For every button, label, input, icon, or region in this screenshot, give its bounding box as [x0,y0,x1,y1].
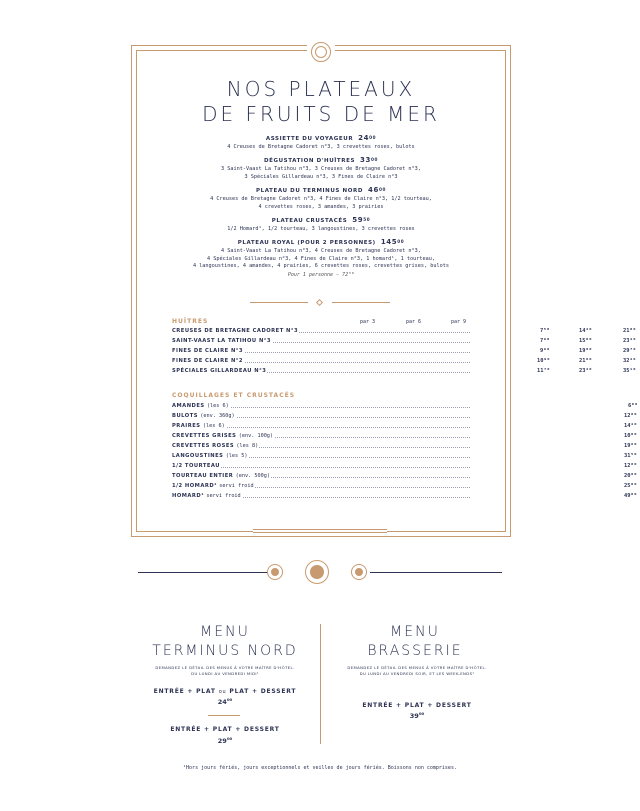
oyster-row: FINES DE CLAIRE N°2 10⁹⁰ 21⁸⁰ 32⁴⁰ [172,358,636,364]
shellfish-row: PRAIRES (les 6) 14⁴⁰ [172,423,637,429]
offer-plateau-crustaces: PLATEAU CRUSTACÉS $59^{50}$ 1/2 Homard¹, 1/2 tourteau, 3 langoustines, 3 crevettes roses [227,216,415,232]
shellfish-row: TOURTEAU ENTIER (env. 500g) 20⁰⁰ [172,473,637,479]
shellfish-row: CREVETTES ROSES (les 8) 19⁶⁰ [172,443,637,449]
divider-ornament-icon [265,560,375,584]
oyster-row: SAINT-VAAST LA TATIHOU N°3 7⁹⁰ 15⁸⁰ 23⁴⁰ [172,338,636,344]
shellfish-row: 1/2 TOURTEAU 12⁰⁰ [172,463,637,469]
page-title-line2: DE FRUITS DE MER [202,102,440,126]
oyster-row: SPÉCIALES GILLARDEAU N°3 11⁷⁰ 23⁴⁰ 35¹⁰ [172,368,636,374]
footnote: ¹Hors jours fériés, jours exceptionnels et veilles de jours fériés. Boissons non comprises. [183,765,457,771]
shellfish-row: 1/2 HOMARD¹ servi froid 25⁰⁰ [172,483,637,489]
col-head-par9: par 9 [451,319,467,325]
menu-right-note: DEMANDEZ LE DÉTAIL DES MENUS À VOTRE MAÎTRE D'HÔTEL. DU LUNDI AU VENDREDI SOIR, ET LES WEEK-ENDS¹ [347,665,487,676]
offer-degustation: DÉGUSTATION D'HUÎTRES $33^{00}$ 3 Saint-Vaast La Tatihou n°3, 3 Creuses de Bretagne Cadoret n°3, 3 Spéciales Gillardeau n°3, 3 Fines de Claire n°3 [221,156,421,180]
oysters-heading: HUÎTRES [172,318,209,325]
offer-plateau-royal: PLATEAU ROYAL (POUR 2 PERSONNES) $145^{00}$ 4 Saint-Vaast La Tatihou n°3, 4 Creuses de Bretagne Cadoret n°3, 4 Spéciales Gillardeau n°3, 4 Fines de Claire n°3, 1 homard¹, 1 tourteau, 4 langoustines, 4 amandes, 4 prairies, 6 crevettes roses, crevettes grises, bulots Pour 1 personne – 72⁵⁰ [140,238,502,280]
shellfish-row: AMANDES (les 6) 6⁰⁰ [172,403,638,409]
menu-left-title1: MENU [200,624,250,640]
menu-right-formula1: ENTRÉE + PLAT + DESSERT [362,702,472,709]
offer-royal-note: Pour 1 personne – 72⁵⁰ [287,271,355,278]
menu-left-price2: $29^{00}$ [217,736,233,745]
menu-left-price1: $24^{00}$ [217,697,233,706]
shellfish-row: LANGOUSTINES (les 5) 31⁵⁰ [172,453,637,459]
page-title-line1: NOS PLATEAUX [226,77,416,101]
col-head-par6: par 6 [406,319,422,325]
section-divider [250,300,390,306]
frame-bottom-ornament [253,528,387,534]
oyster-row: FINES DE CLAIRE N°3 9⁹⁰ 19⁸⁰ 29⁷⁰ [172,348,636,354]
diamond-icon [316,299,323,306]
shellfish-row: HOMARD¹ servi froid 49⁰⁰ [172,493,637,499]
offer-plateau-terminus: PLATEAU DU TERMINUS NORD $46^{00}$ 4 Creuses de Bretagne Cadoret n°3, 4 Fines de Claire n°3, 1/2 tourteau, 4 crevettes roses, 3 amandes, 3 prairies [210,186,432,210]
top-emblem-icon [307,42,335,62]
offer-assiette: ASSIETTE DU VOYAGEUR $24^{00}$ 4 Creuses de Bretagne Cadoret n°3, 3 crevettes roses, bulots [227,134,415,150]
menu-vertical-divider [320,624,321,744]
menu-right-title2: BRASSERIE [367,643,463,659]
shellfish-heading: COQUILLAGES ET CRUSTACÉS [172,392,296,399]
menu-left-rule [208,715,240,716]
col-head-par3: par 3 [360,319,376,325]
menu-left-title2: TERMINUS NORD [152,643,298,659]
menu-left-formula1: ENTRÉE + PLAT ou PLAT + DESSERT [153,688,297,695]
menu-left-note: DEMANDEZ LE DÉTAIL DES MENUS À VOTRE MAÎTRE D'HÔTEL. DU LUNDI AU VENDREDI MIDI¹ [155,665,295,676]
divider-line-left [138,572,270,573]
menu-right-title1: MENU [390,624,440,640]
oyster-row: CREUSES DE BRETAGNE CADORET N°3 7⁵⁰ 14⁴⁰ 21⁰⁰ [172,328,636,334]
menu-right-price1: $39^{00}$ [409,711,425,720]
shellfish-row: BULOTS (env. 360g) 12⁰⁰ [172,413,637,419]
divider-line-right [370,572,502,573]
shellfish-row: CREVETTES GRISES (env. 100g) 10⁰⁰ [172,433,637,439]
menu-left-formula2: ENTRÉE + PLAT + DESSERT [170,726,280,733]
